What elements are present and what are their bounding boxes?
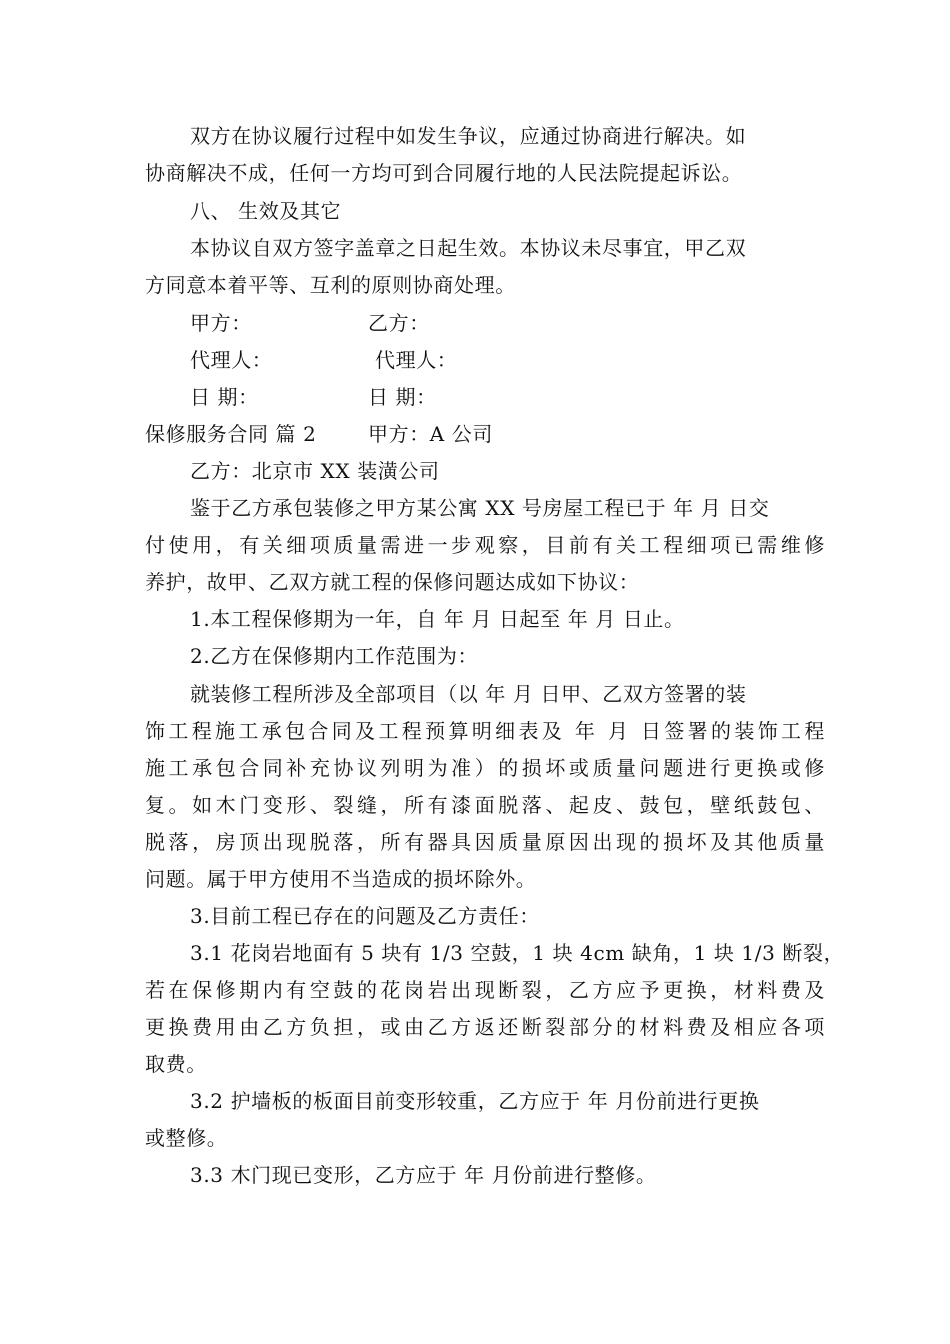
agent-b-label: 代理人： <box>375 348 458 372</box>
body-line: 若在保修期内有空鼓的花岗岩出现断裂，乙方应予更换，材料费及 <box>145 978 825 1002</box>
body-line: 问题。属于甲方使用不当造成的损坏除外。 <box>145 867 537 891</box>
signature-row-date <box>190 382 870 412</box>
party-b-label: 乙方： <box>368 311 430 335</box>
contract2-title: 保修服务合同 篇 2 <box>145 422 317 446</box>
section-heading-effect: 八、 生效及其它 <box>190 199 342 223</box>
contract2-party-a: 甲方：A 公司 <box>368 422 494 446</box>
contract2-title-row <box>145 419 825 449</box>
body-line: 付使用，有关细项质量需进一步观察，目前有关工程细项已需维修 <box>145 533 825 557</box>
contract2-party-b: 乙方：北京市 XX 装潢公司 <box>190 459 440 483</box>
clause-3-1: 3.1 花岗岩地面有 5 块有 1/3 空鼓，1 块 4cm 缺角，1 块 1/3 断裂， <box>190 941 845 965</box>
body-line: 就装修工程所涉及全部项目（以 年 月 日甲、乙双方签署的装 <box>190 682 747 706</box>
signature-row-agent <box>190 345 870 375</box>
body-line: 养护，故甲、乙双方就工程的保修问题达成如下协议： <box>145 570 640 594</box>
paragraph-dispute-line-1: 双方在协议履行过程中如发生争议，应通过协商进行解决。如 <box>190 124 747 148</box>
clause-2: 2.乙方在保修期内工作范围为： <box>190 644 479 668</box>
paragraph-effect-line-2: 方同意本着平等、互利的原则协商处理。 <box>145 273 516 297</box>
signature-row-party <box>190 308 870 338</box>
body-line: 饰工程施工承包合同及工程预算明细表及 年 月 日签署的装饰工程 <box>145 719 825 743</box>
clause-3-2: 3.2 护墙板的板面目前变形较重，乙方应于 年 月份前进行更换 <box>190 1089 760 1113</box>
body-line: 施工承包合同补充协议列明为准）的损坏或质量问题进行更换或修 <box>145 756 825 780</box>
body-line: 复。如木门变形、裂缝，所有漆面脱落、起皮、鼓包，壁纸鼓包、 <box>145 793 825 817</box>
agent-a-label: 代理人： <box>190 348 273 372</box>
body-line: 更换费用由乙方负担，或由乙方返还断裂部分的材料费及相应各项 <box>145 1015 825 1039</box>
clause-3-3: 3.3 木门现已变形，乙方应于 年 月份前进行整修。 <box>190 1163 657 1187</box>
body-line: 鉴于乙方承包装修之甲方某公寓 XX 号房屋工程已于 年 月 日交 <box>190 496 770 520</box>
clause-1: 1.本工程保修期为一年，自 年 月 日起至 年 月 日止。 <box>190 607 685 631</box>
party-a-label: 甲方： <box>190 311 252 335</box>
date-a-label: 日 期： <box>190 385 259 409</box>
body-line: 脱落，房顶出现脱落，所有器具因质量原因出现的损坏及其他质量 <box>145 830 825 854</box>
clause-3: 3.目前工程已存在的问题及乙方责任： <box>190 904 540 928</box>
date-b-label: 日 期： <box>368 385 437 409</box>
body-line: 取费。 <box>145 1052 207 1076</box>
paragraph-dispute-line-2: 协商解决不成，任何一方均可到合同履行地的人民法院提起诉讼。 <box>145 161 743 185</box>
paragraph-effect-line-1: 本协议自双方签字盖章之日起生效。本协议未尽事宜，甲乙双 <box>190 236 747 260</box>
body-line: 或整修。 <box>145 1126 228 1150</box>
